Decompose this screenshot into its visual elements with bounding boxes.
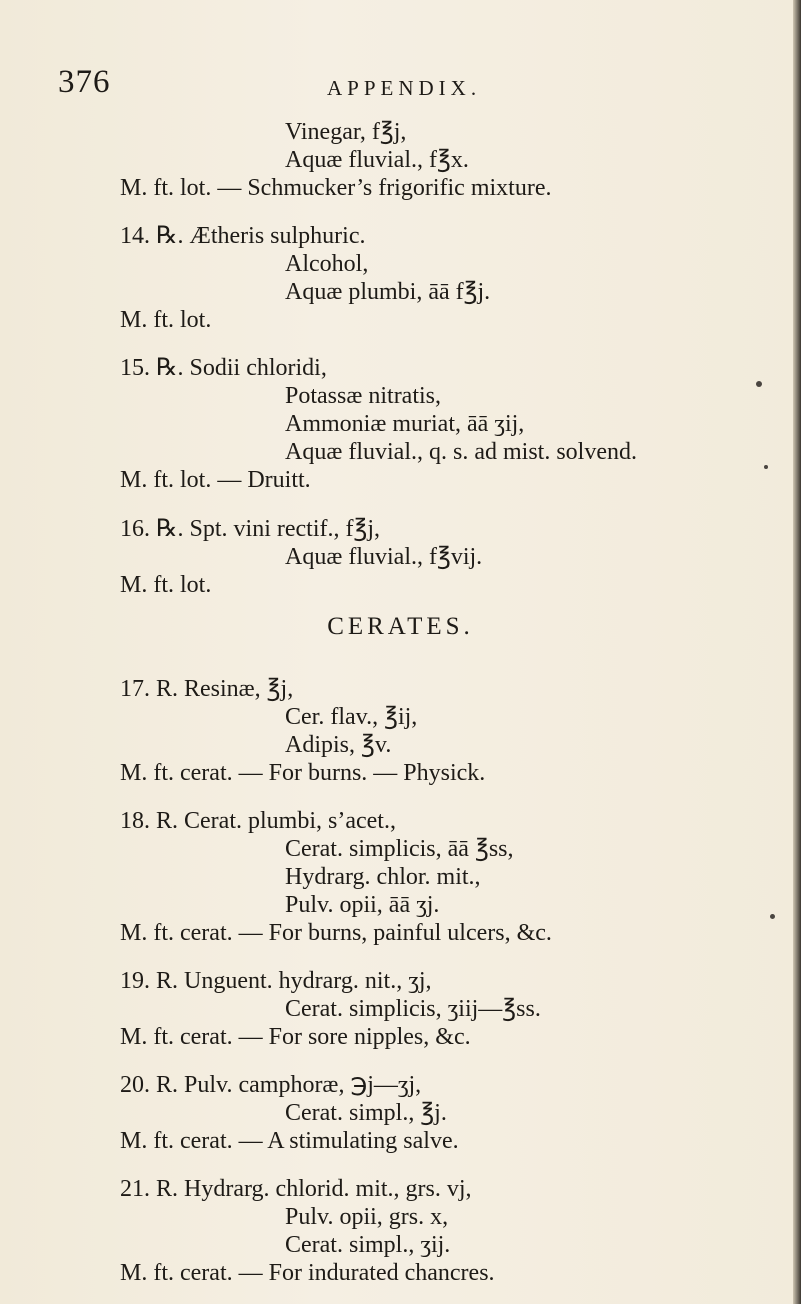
text-line: Aquæ fluvial., f℥vij. xyxy=(285,544,483,570)
page-number: 376 xyxy=(58,64,111,100)
text-line: Ammoniæ muriat, āā ʒij, xyxy=(285,411,525,437)
text-line: M. ft. lot. — Druitt. xyxy=(120,467,311,493)
text-line: Cer. flav., ℥ij, xyxy=(285,704,418,730)
recipe-heading-line: 16. ℞. Spt. vini rectif., f℥j, xyxy=(120,516,381,542)
text-line: M. ft. cerat. — For burns. — Physick. xyxy=(120,760,486,786)
text-line: Pulv. opii, āā ʒj. xyxy=(285,892,440,918)
recipe-heading-line: 15. ℞. Sodii chloridi, xyxy=(120,355,327,381)
running-head: APPENDIX. xyxy=(327,76,482,100)
text-line: M. ft. cerat. — For indurated chancres. xyxy=(120,1260,495,1286)
text-line: M. ft. cerat. — For burns, painful ulcers, &c. xyxy=(120,920,552,946)
page-edge-shadow xyxy=(793,0,801,1304)
text-line: M. ft. lot. — Schmucker’s frigorific mixture. xyxy=(120,175,552,201)
text-line: Aquæ fluvial., f℥x. xyxy=(285,147,469,173)
text-line: Alcohol, xyxy=(285,251,369,277)
recipe-heading-line: 20. R. Pulv. camphoræ, ℈j—ʒj, xyxy=(120,1072,422,1098)
recipe-heading-line: 19. R. Unguent. hydrarg. nit., ʒj, xyxy=(120,968,432,994)
text-line: Cerat. simplicis, āā ℥ss, xyxy=(285,836,514,862)
recipe-heading-line: 21. R. Hydrarg. chlorid. mit., grs. vj, xyxy=(120,1176,472,1202)
text-line: Vinegar, f℥j, xyxy=(285,119,407,145)
text-line: Cerat. simplicis, ʒiij—℥ss. xyxy=(285,996,541,1022)
text-line: Adipis, ℥v. xyxy=(285,732,392,758)
recipe-heading-line: 18. R. Cerat. plumbi, s’acet., xyxy=(120,808,396,834)
margin-speck xyxy=(764,465,768,469)
text-line: Cerat. simpl., ℥j. xyxy=(285,1100,447,1126)
margin-speck xyxy=(756,381,762,387)
text-line: Hydrarg. chlor. mit., xyxy=(285,864,481,890)
recipe-heading-line: 17. R. Resinæ, ℥j, xyxy=(120,676,294,702)
text-line: Cerat. simpl., ʒij. xyxy=(285,1232,451,1258)
section-title: CERATES. xyxy=(327,613,474,640)
text-line: Pulv. opii, grs. x, xyxy=(285,1204,449,1230)
text-line: M. ft. lot. xyxy=(120,307,212,333)
text-line: Potassæ nitratis, xyxy=(285,383,442,409)
margin-speck xyxy=(770,914,775,919)
text-line: M. ft. cerat. — For sore nipples, &c. xyxy=(120,1024,471,1050)
text-line: M. ft. lot. xyxy=(120,572,212,598)
text-line: M. ft. cerat. — A stimulating salve. xyxy=(120,1128,459,1154)
text-line: Aquæ plumbi, āā f℥j. xyxy=(285,279,491,305)
recipe-heading-line: 14. ℞. Ætheris sulphuric. xyxy=(120,223,366,249)
text-line: Aquæ fluvial., q. s. ad mist. solvend. xyxy=(285,439,637,465)
page-header xyxy=(0,64,801,104)
